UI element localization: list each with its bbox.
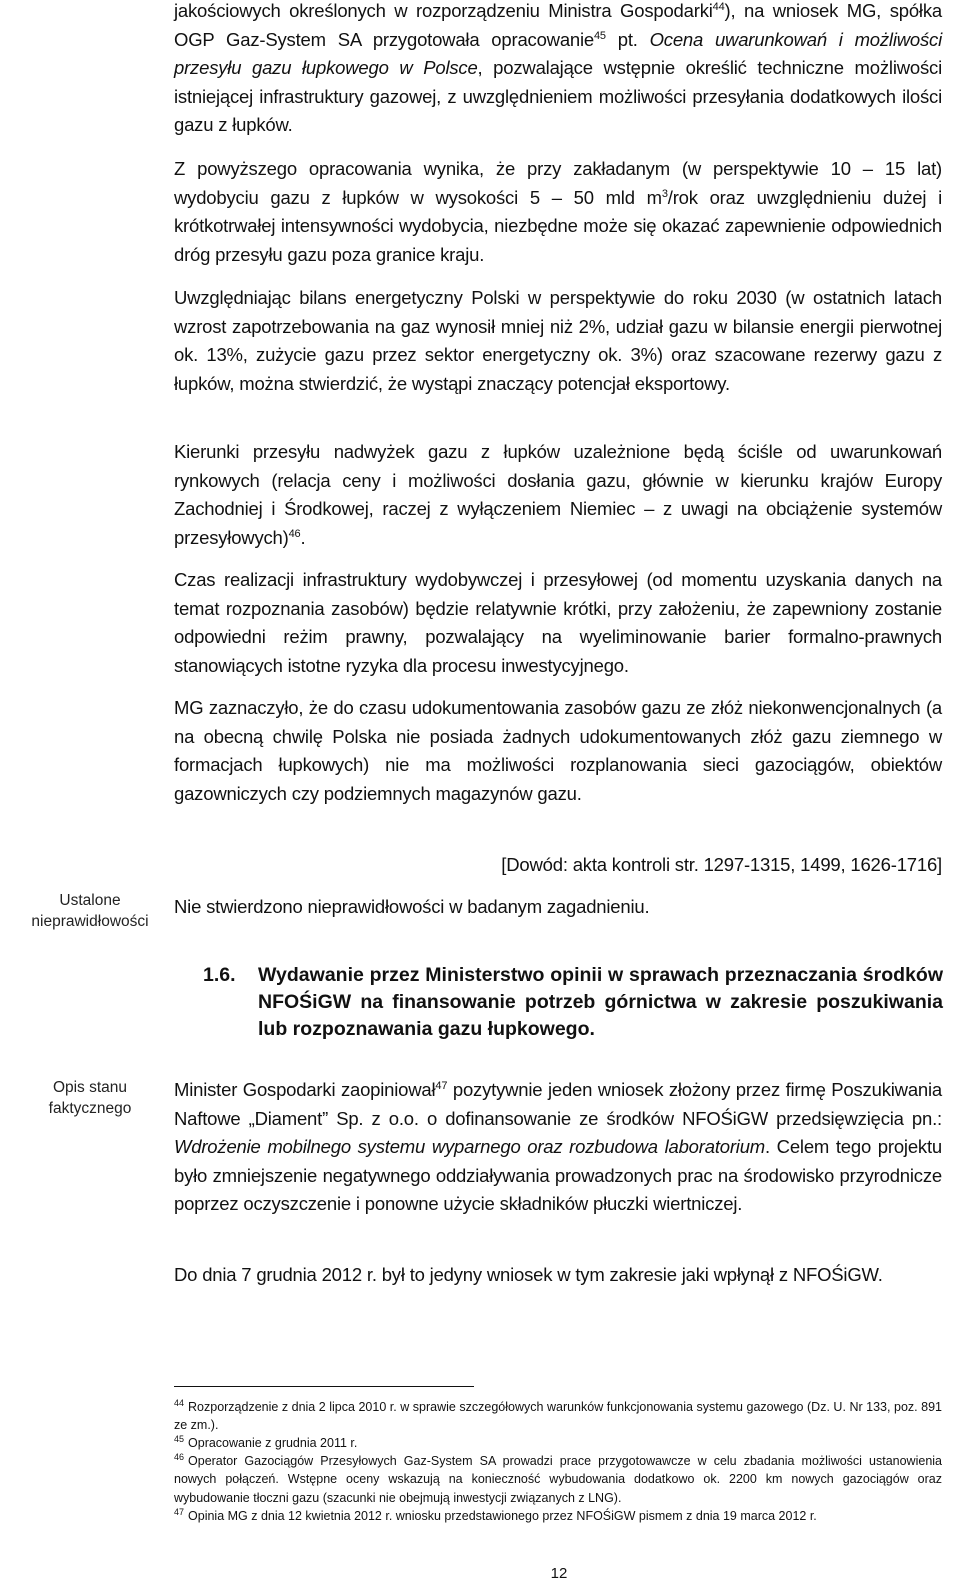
section-heading [203,962,943,1043]
document-title-italic: Ocena uwarunkowań i możliwości przesyłu gazu łupkowego w Polsce [174,28,942,79]
footnote-ref-47[interactable]: 47 [435,1079,448,1092]
paragraph-7: Nie stwierdzono nieprawidłowości w badanym zagadnieniu. [174,896,650,917]
footnote-44: $^{44}$ Rozporządzenie z dnia 2 lipca 2010 r. w sprawie szczegółowych warunków funkcjonowania systemu gazowego (Dz. U. Nr 133, poz. 891 ze zm.). [174,1397,942,1433]
footnote-ref-45[interactable]: 45 [594,29,606,42]
paragraph-1: jakościowych określonych w rozporządzeniu Ministra Gospodarki$^{44}$), na wniosek MG, spółka OGP Gaz-System SA przygotowała opracowanie$^{45}$ pt. Ocena uwarunkowań i możliwości przesyłu gazu łupkowego w Polsce, pozwalające wstępnie określić techniczne możliwości istniejącej infrastruktury gazowej, z uwzględnieniem możliwości przesyłania dodatkowych ilości gazu z łupków. [174,0,942,136]
paragraph-4: Kierunki przesyłu nadwyżek gazu z łupków uzależnione będą ściśle od uwarunkowań rynkowych (relacja ceny i możliwości dosłania gazu, głównie w kierunku krajów Europy Zachodniej i Środkowej, raczej z wyłączeniem Niemiec – z uwagi na obciążenie systemów przesyłowych)$^{46}$. [174,441,942,548]
side-label-irregularities: Ustalone nieprawidłowości [31,892,149,930]
paragraph-6: MG zaznaczyło, że do czasu udokumentowania zasobów gazu ze złóż niekonwencjonalnych (a na obecną chwilę Polska nie posiada żadnych udokumentowanych złóż gazu ziemnego w formacjach łupkowych) nie ma możliwości rozplanowania sieci gazociągów, obiektów gazowniczych czy podziemnych magazynów gazu. [174,697,942,804]
side-label-facts: Opis stanu faktycznego [48,1079,132,1117]
footnote-46: $^{46}$ Operator Gazociągów Przesyłowych Gaz-System SA prowadzi prace przygotowawcze w celu zbadania możliwości ustanowienia nowych połączeń. Wstępne oceny wskazują na konieczność wybudowania dodatkowo ok. 2200 km nowych gazociągów oraz wybudowanie tłoczni gazu (szacunki nie obejmują inwestycji związanych z LNG). [174,1451,942,1505]
evidence-reference: [Dowód: akta kontroli str. 1297-1315, 1499, 1626-1716] [501,854,942,875]
footnote-ref-46[interactable]: 46 [288,527,301,540]
paragraph-8: Minister Gospodarki zaopiniował$^{47}$ pozytywnie jeden wniosek złożony przez firmę Poszukiwania Naftowe „Diament” Sp. z o.o. o dofinansowanie ze środków NFOŚiGW przedsięwzięcia pn.: Wdrożenie mobilnego systemu wyparnego oraz rozbudowa laboratorium. Celem tego projektu było zmniejszenie negatywnego oddziaływania prowadzonych prac na środowisko przyrodnicze poprzez oczyszczenie i ponowne użycie składników płuczki wiertniczej. [174,1079,942,1215]
page-number: 12 [550,1565,568,1582]
project-title-italic: Wdrożenie mobilnego systemu wyparnego oraz rozbudowa laboratorium [174,1136,766,1158]
footnote-ref-44[interactable]: 44 [712,0,725,13]
footnote-47: $^{47}$ Opinia MG z dnia 12 kwietnia 2012 r. wniosku przedstawionego przez NFOŚiGW pismem z dnia 19 marca 2012 r. [174,1506,817,1523]
superscript-3: 3 [661,187,668,200]
paragraph-2: Z powyższego opracowania wynika, że przy zakładanym (w perspektywie 10 – 15 lat) wydobyciu gazu z łupków w wysokości 5 – 50 mld $m^3$/rok oraz uwzględnieniu dużej i krótkotrwałej intensywności wydobycia, niezbędne może się okazać zapewnienie odpowiednich dróg przesyłu gazu poza granice kraju. [174,158,942,265]
footnote-separator [174,1386,474,1387]
paragraph-9: Do dnia 7 grudnia 2012 r. był to jedyny wniosek w tym zakresie jaki wpłynął z NFOŚiGW. [174,1264,883,1285]
section-title: Wydawanie przez Ministerstwo opinii w sprawach przeznaczania środków NFOŚiGW na finansowanie potrzeb górnictwa w zakresie poszukiwania lub rozpoznawania gazu łupkowego. [258,964,943,1040]
section-number: 1.6. [203,964,236,986]
paragraph-3: Uwzględniając bilans energetyczny Polski w perspektywie do roku 2030 (w ostatnich latach wzrost zapotrzebowania na gaz wynosił mniej niż 2%, udział gazu w bilansie energii pierwotnej ok. 13%, zużycie gazu przez sektor energetyczny ok. 3%) oraz szacowane rezerwy gazu z łupków, można stwierdzić, że wystąpi znaczący potencjał eksportowy. [174,287,942,394]
paragraph-5: Czas realizacji infrastruktury wydobywczej i przesyłowej (od momentu uzyskania danych na temat rozpoznania zasobów) będzie relatywnie krótki, przy założeniu, że zapewniony zostanie odpowiedni reżim prawny, pozwalający na wyeliminowanie barier formalno-prawnych stanowiących istotne ryzyka dla procesu inwestycyjnego. [174,569,942,676]
footnote-45: $^{45}$ Opracowanie z grudnia 2011 r. [174,1433,358,1450]
